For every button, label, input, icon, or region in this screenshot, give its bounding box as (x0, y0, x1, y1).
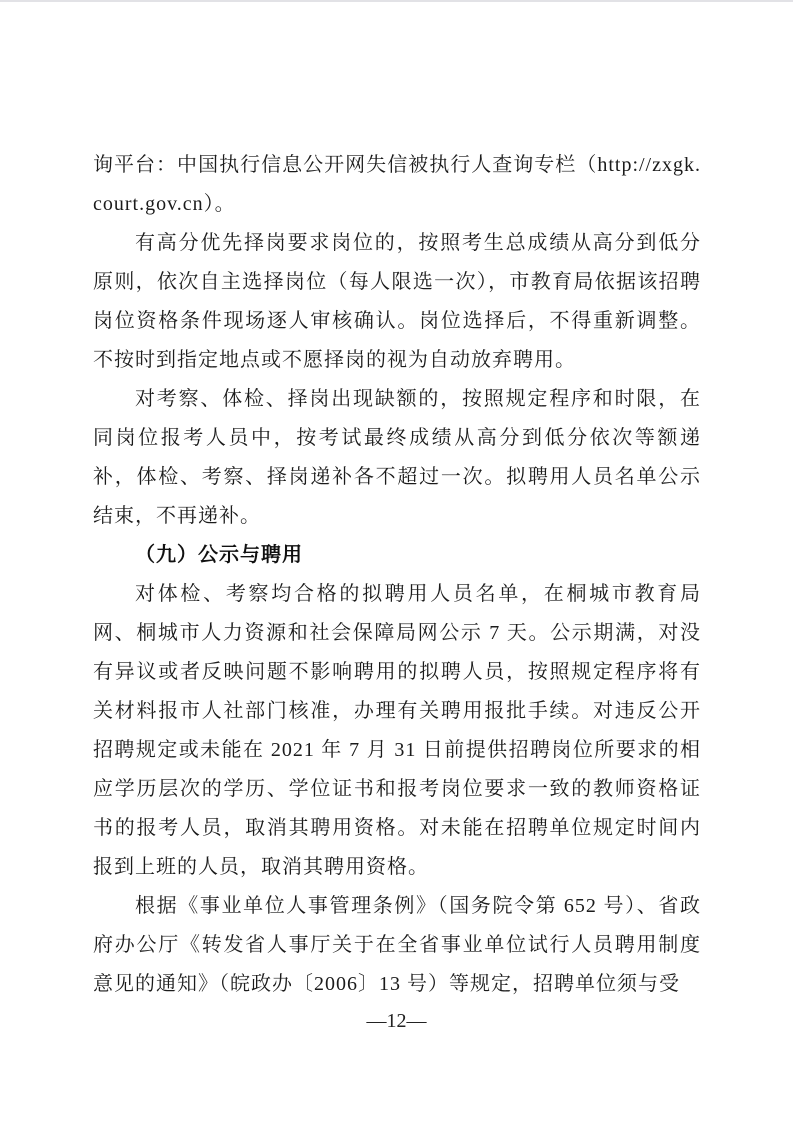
paragraph: 有高分优先择岗要求岗位的，按照考生总成绩从高分到低分原则，依次自主选择岗位（每人限选一次），市教育局依据该招聘岗位资格条件现场逐人审核确认。岗位选择后，不得重新调整。不按时到指定地点或不愿择岗的视为自动放弃聘用。 (93, 232, 701, 371)
page-number: —12— (366, 1010, 427, 1032)
paragraph: 对体检、考察均合格的拟聘用人员名单，在桐城市教育局网、桐城市人力资源和社会保障局网公示 7 天。公示期满，对没有异议或者反映问题不影响聘用的拟聘人员，按照规定程序将有关材料报市人社部门核准，办理有关聘用报批手续。对违反公开招聘规定或未能在 2021 年 7 月 31 日前提供招聘岗位所要求的相应学历层次的学历、学位证书和报考岗位要求一致的教师资格证书的报考人员，取消其聘用资格。对未能在招聘单位规定时间内报到上班的人员，取消其聘用资格。 (93, 583, 701, 878)
paragraph: 对考察、体检、择岗出现缺额的，按照规定程序和时限，在同岗位报考人员中，按考试最终成绩从高分到低分依次等额递补，体检、考察、择岗递补各不超过一次。拟聘用人员名单公示结束，不再递补。 (93, 388, 701, 527)
paragraph: 根据《事业单位人事管理条例》（国务院令第 652 号）、省政府办公厅《转发省人事厅关于在全省事业单位试行人员聘用制度意见的通知》（皖政办〔2006〕13 号）等规定，招聘单位须与受 (93, 895, 701, 995)
paragraph: 询平台：中国执行信息公开网失信被执行人查询专栏（http://zxgk.court.gov.cn）。 (93, 154, 701, 215)
document-body (93, 146, 701, 1004)
scan-edge-line (0, 0, 793, 2)
section-heading: （九）公示与聘用 (135, 544, 303, 566)
